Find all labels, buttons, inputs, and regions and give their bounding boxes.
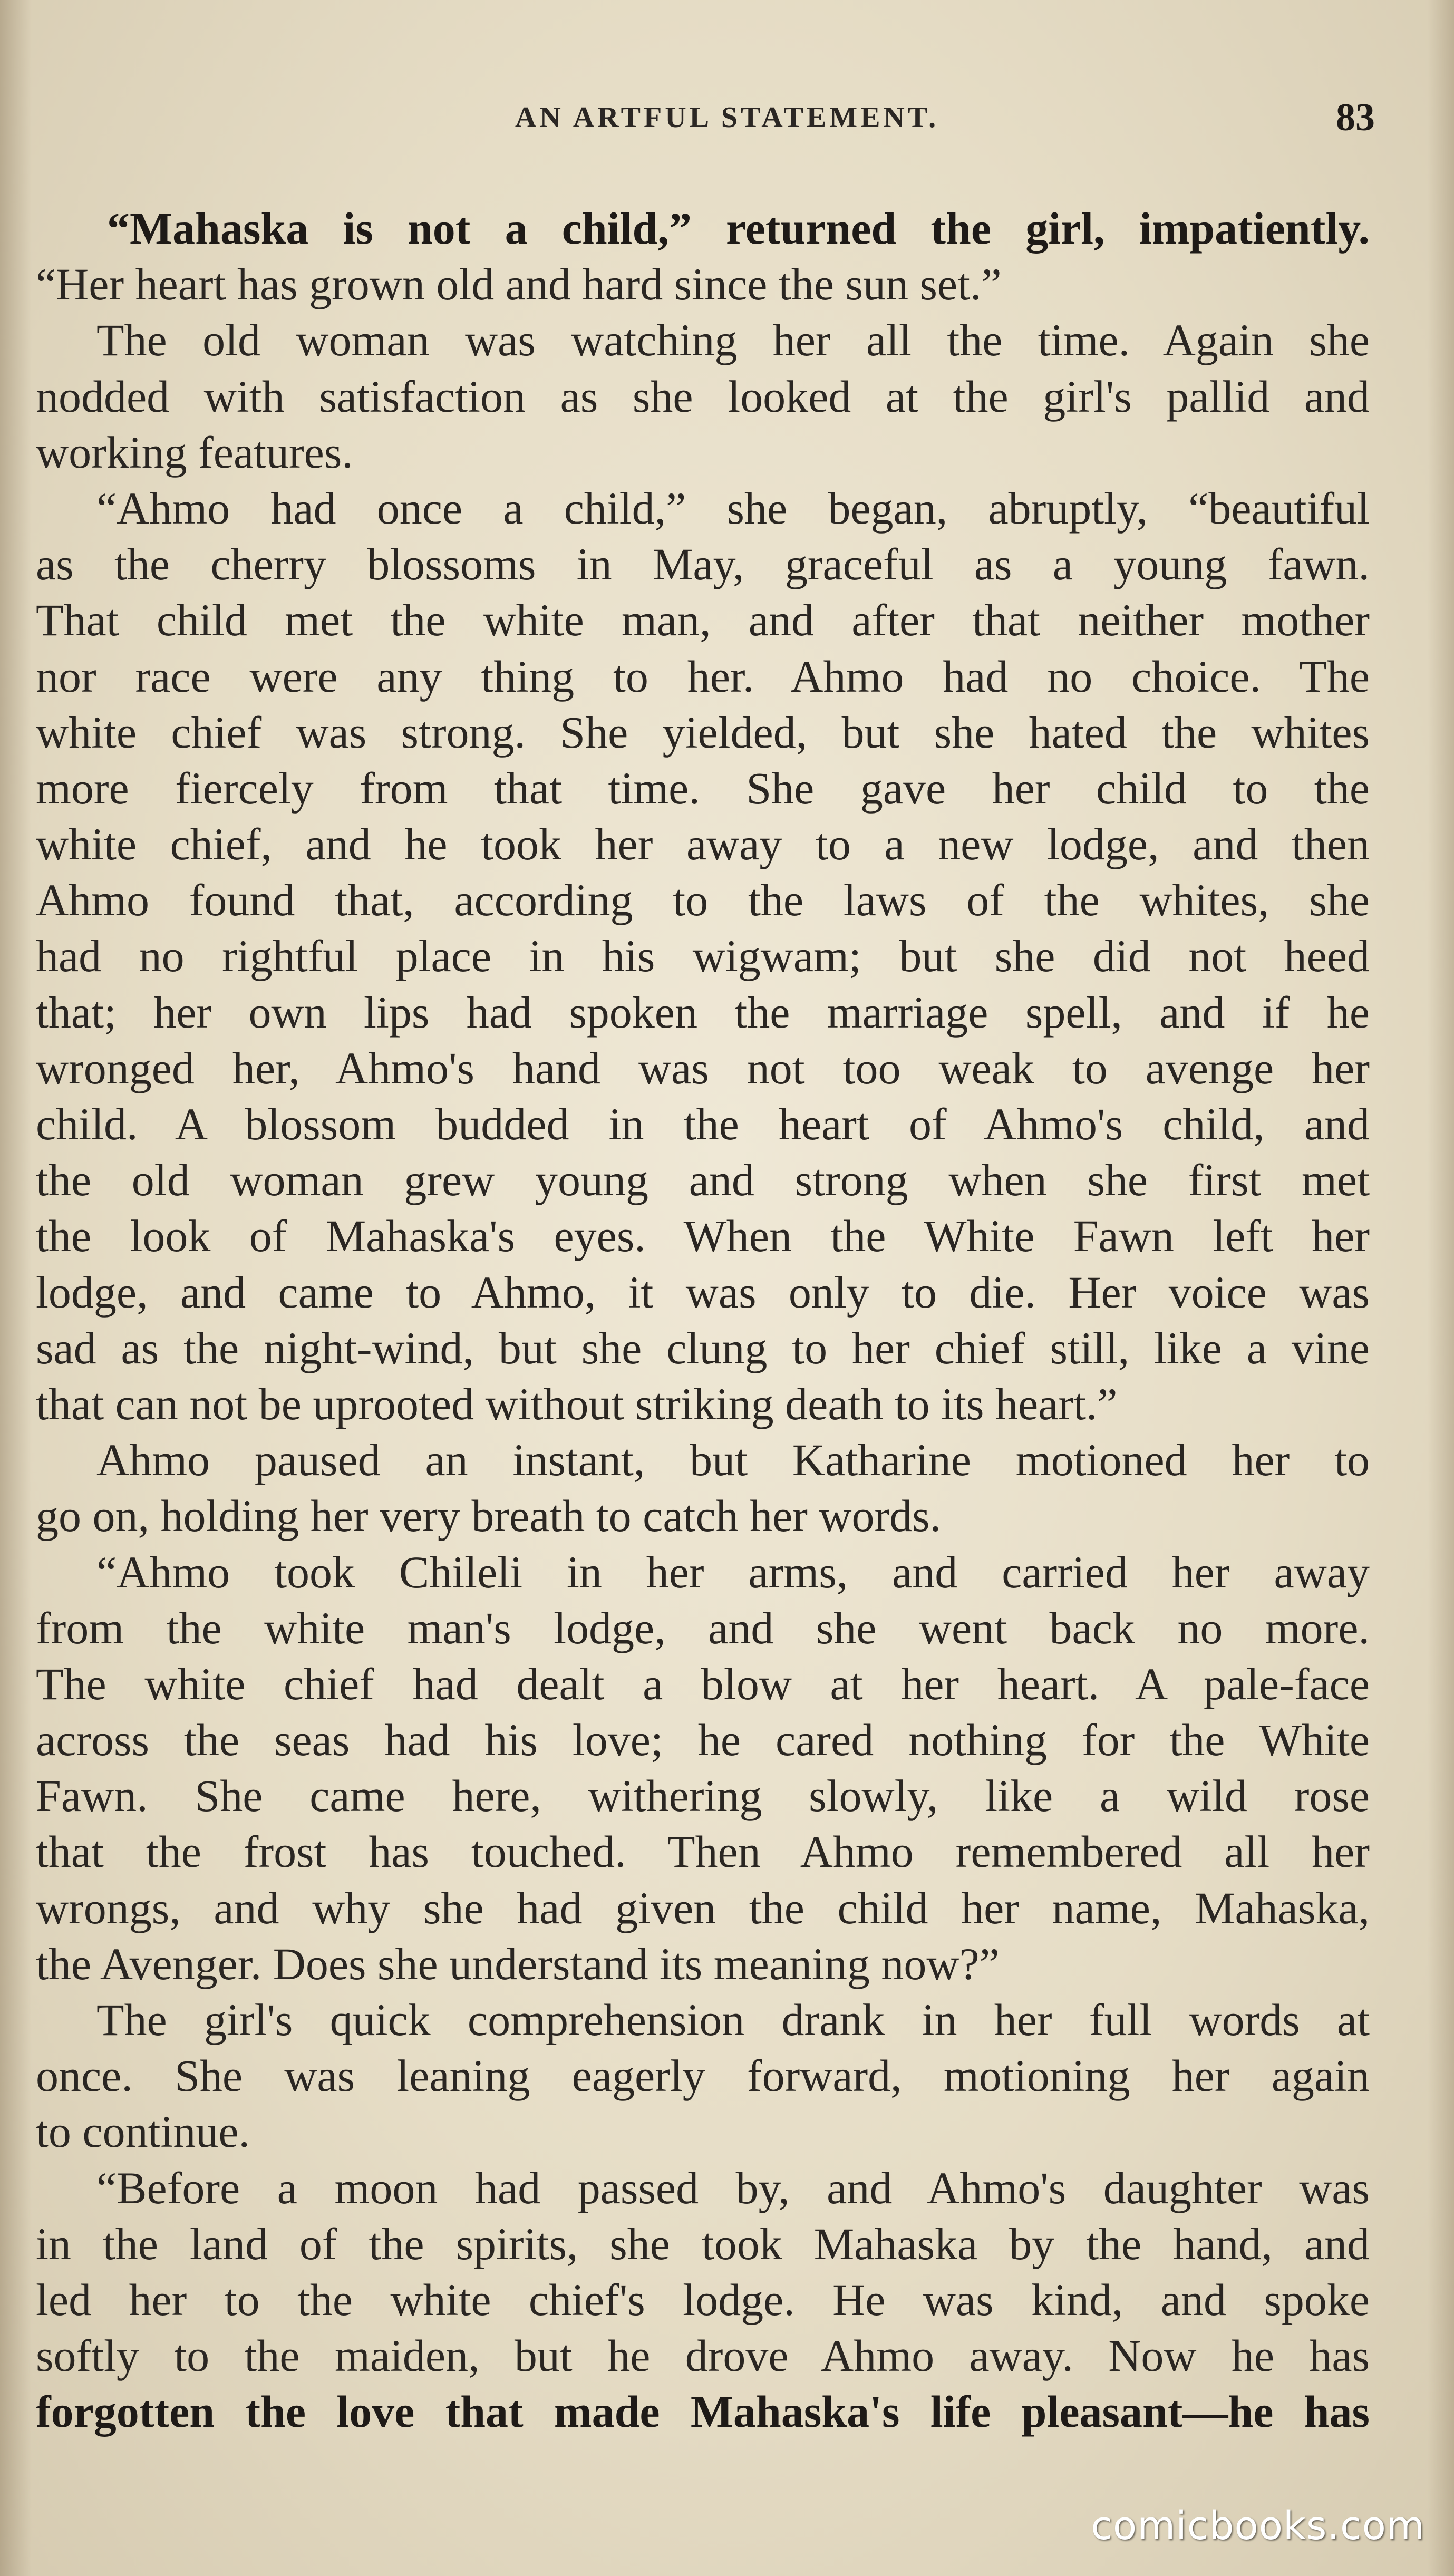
running-title: AN ARTFUL STATEMENT. (515, 101, 939, 134)
text-line: across the seas had his love; he cared nothing for the White (36, 1715, 1370, 1766)
text-line: “Her heart has grown old and hard since the sun set.” (36, 259, 1002, 310)
text-line: “Mahaska is not a child,” returned the girl, impatiently. (107, 203, 1370, 254)
text-line: the look of Mahaska's eyes. When the White Fawn left her (36, 1210, 1370, 1262)
text-line: go on, holding her very breath to catch her words. (36, 1490, 942, 1542)
text-line: “Before a moon had passed by, and Ahmo's daughter was (96, 2162, 1370, 2213)
text-line: white chief, and he took her away to a new lodge, and then (36, 819, 1370, 870)
running-head (0, 94, 1454, 141)
text-line: white chief was strong. She yielded, but she hated the whites (36, 706, 1370, 758)
page-number: 83 (1336, 96, 1375, 139)
text-line: Ahmo paused an instant, but Katharine motioned her to (96, 1435, 1370, 1486)
text-line: that the frost has touched. Then Ahmo remembered all her (36, 1826, 1370, 1877)
text-line: The white chief had dealt a blow at her heart. A pale-face (36, 1658, 1370, 1709)
text-line: Fawn. She came here, withering slowly, like a wild rose (36, 1770, 1370, 1822)
text-line: lodge, and came to Ahmo, it was only to die. Her voice was (36, 1266, 1370, 1318)
watermark: comicbooks.com (1091, 2503, 1425, 2549)
text-line: more fiercely from that time. She gave her child to the (36, 762, 1370, 814)
text-line: from the white man's lodge, and she went back no more. (36, 1602, 1370, 1653)
text-line: “Ahmo had once a child,” she began, abruptly, “beautiful (96, 482, 1370, 534)
text-line: The girl's quick comprehension drank in her full words at (96, 1994, 1370, 2045)
text-line: forgotten the love that made Mahaska's life pleasant—he has (36, 2386, 1370, 2437)
text-line: The old woman was watching her all the time. Again she (96, 315, 1370, 366)
text-line: wrongs, and why she had given the child her name, Mahaska, (36, 1882, 1370, 1933)
text-line: “Ahmo took Chileli in her arms, and carried her away (96, 1546, 1370, 1597)
text-line: once. She was leaning eagerly forward, motioning her again (36, 2050, 1370, 2102)
text-line: that can not be uprooted without striking death to its heart.” (36, 1378, 1118, 1429)
text-line: in the land of the spirits, she took Mahaska by the hand, and (36, 2218, 1370, 2269)
text-line: nor race were any thing to her. Ahmo had no choice. The (36, 651, 1370, 702)
text-line: That child met the white man, and after that neither mother (36, 595, 1370, 646)
text-line: to continue. (36, 2106, 250, 2157)
body-text (36, 200, 1370, 2440)
text-line: Ahmo found that, according to the laws of the whites, she (36, 875, 1370, 926)
text-line: working features. (36, 427, 353, 478)
text-line: that; her own lips had spoken the marriage spell, and if he (36, 986, 1370, 1038)
text-line: softly to the maiden, but he drove Ahmo away. Now he has (36, 2330, 1370, 2381)
text-line: nodded with satisfaction as she looked at the girl's pallid and (36, 371, 1370, 422)
text-line: as the cherry blossoms in May, graceful as a young fawn. (36, 539, 1370, 590)
text-line: wronged her, Ahmo's hand was not too weak to avenge her (36, 1042, 1370, 1093)
text-line: led her to the white chief's lodge. He was kind, and spoke (36, 2274, 1370, 2325)
text-line: child. A blossom budded in the heart of Ahmo's child, and (36, 1099, 1370, 1149)
text-line: had no rightful place in his wigwam; but she did not heed (36, 931, 1370, 982)
text-line: sad as the night-wind, but she clung to her chief still, like a vine (36, 1322, 1370, 1373)
text-line: the old woman grew young and strong when she first met (36, 1155, 1370, 1206)
text-line: the Avenger. Does she understand its meaning now?” (36, 1938, 1000, 1989)
